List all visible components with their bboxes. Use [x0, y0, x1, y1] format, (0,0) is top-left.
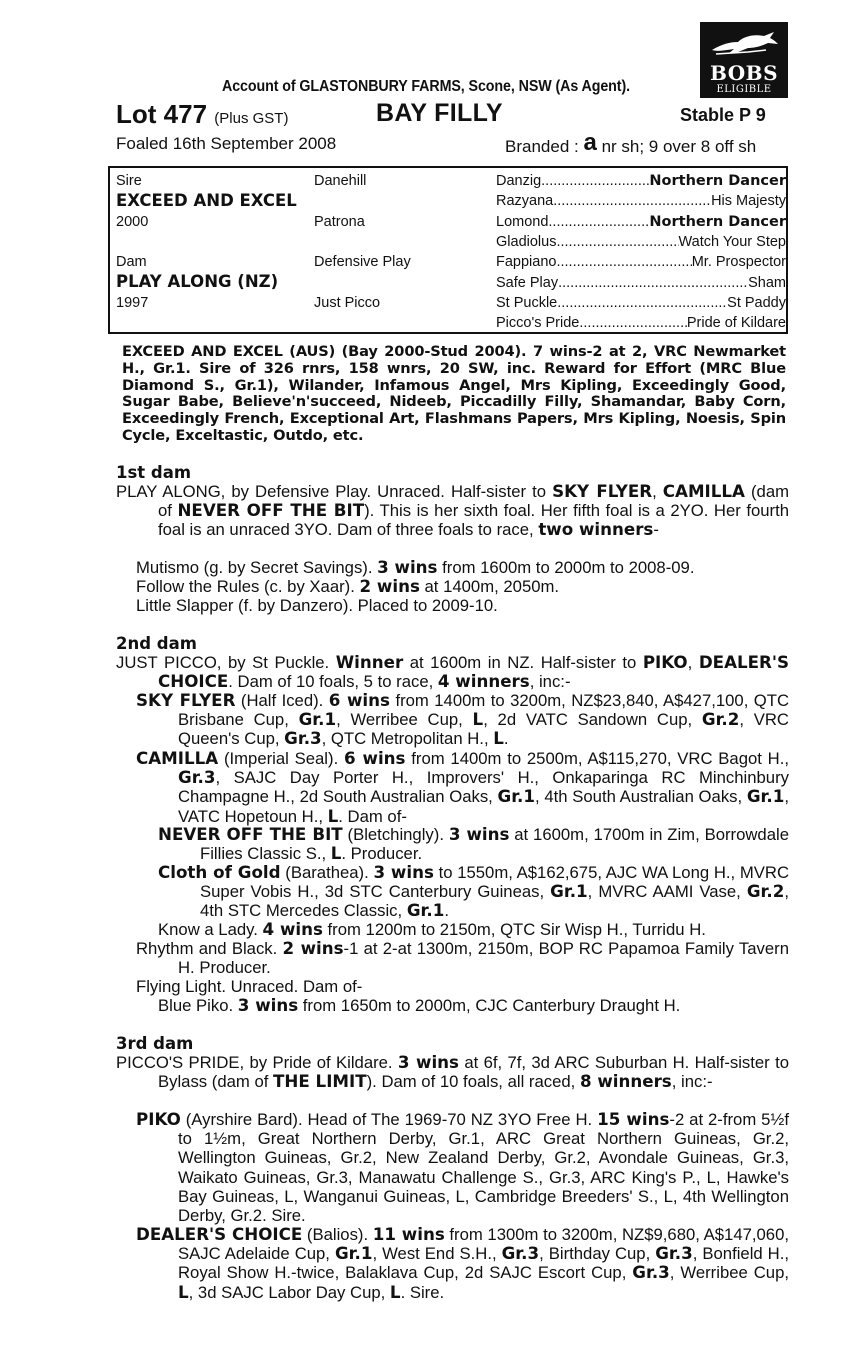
foaled-date: Foaled 16th September 2008	[116, 134, 337, 153]
ggen-row	[496, 314, 786, 332]
gst-note: (Plus GST)	[214, 110, 289, 127]
text-run: from 1200m to 2150m, QTC Sir Wisp H., Turridu H.	[322, 920, 706, 939]
text-run: .	[503, 729, 509, 749]
brand-info	[505, 131, 756, 159]
bold-text: CAMILLA	[662, 481, 745, 501]
brand-mark: a	[583, 129, 597, 156]
bold-text: L	[330, 843, 342, 864]
bobs-eligible-logo	[700, 22, 788, 98]
text-run: .	[444, 901, 449, 921]
text-run: from 1650m to 2000m, CJC Canterbury Draught H.	[298, 996, 681, 1015]
bold-text: 3 wins	[448, 824, 510, 844]
bold-text: Cloth of Gold	[158, 862, 281, 882]
bold-text: 3 wins	[373, 862, 434, 882]
text-run: (Balios).	[302, 1225, 373, 1244]
dam-label: Dam	[116, 254, 147, 270]
text-run: (Ayrshire Bard). Head of The 1969-70 NZ 3YO Free H.	[180, 1110, 598, 1129]
dam-dam: Just Picco	[314, 295, 381, 311]
text-run: ). Dam of 10 foals, all raced,	[366, 1072, 580, 1092]
bold-text: 3 wins	[237, 995, 299, 1015]
text-run: , VATC Hopetoun H.,	[178, 787, 789, 826]
text-run: (Half Iced).	[235, 691, 329, 710]
text-run: , 2d VATC Sandown Cup,	[483, 710, 702, 730]
text-run: , Bonfield H., Royal Show H.-twice, Balaklava Cup, 2d SAJC Escort Cup,	[178, 1244, 790, 1283]
bold-text: Gr.3	[501, 1243, 540, 1264]
ggen-name: Danzig	[496, 173, 542, 189]
offspring-row	[136, 558, 694, 577]
bold-text: NEVER OFF THE BIT	[158, 824, 343, 844]
dam-sire: Defensive Play	[314, 254, 411, 270]
text-run: , 4th South Australian Oaks,	[535, 787, 747, 807]
sire-year: 2000	[116, 214, 149, 230]
ggen-name: St Puckle	[496, 295, 558, 311]
bold-text: DEALER'S CHOICE	[158, 652, 789, 692]
bold-text: 6 wins	[328, 690, 390, 710]
sire-name: EXCEED AND EXCEL	[116, 191, 297, 210]
ggen-row	[496, 192, 786, 210]
ggen-row	[496, 294, 786, 312]
text-run: , VRC Queen's Cup,	[178, 710, 789, 749]
ggen-name: Safe Play	[496, 275, 559, 291]
text-run: , SAJC Day Porter H., Improvers' H., Onkaparinga RC Minchinbury Champagne H., 2d South Australian Oaks,	[178, 768, 789, 807]
text-run: ,	[652, 482, 663, 501]
leader-dots	[548, 213, 649, 231]
text-run: -1 at 2-at 1300m, 2150m, BOP RC Papamoa Family Tavern H. Producer.	[178, 939, 789, 978]
text-run: JUST PICCO, by St Puckle.	[116, 653, 336, 672]
pedigree-table	[108, 166, 788, 334]
vendor-account: Account of GLASTONBURY FARMS, Scone, NSW (As Agent).	[222, 78, 630, 95]
bold-text: Gr.3	[178, 767, 216, 788]
text-run: at 1600m in NZ. Half-sister to	[403, 653, 643, 672]
bold-text: Gr.2	[701, 709, 740, 730]
bold-text: 4 winners	[437, 671, 530, 692]
text-run: at 1600m, 1700m in Zim, Borrowdale Fillies Classic S.,	[200, 825, 789, 864]
ggen-sire: Northern Dancer	[649, 214, 786, 230]
bold-text: 6 wins	[343, 748, 406, 768]
text-run: , inc:-	[671, 1072, 713, 1092]
text-run: from 1600m to 2000m to 2008-09.	[437, 558, 695, 577]
bold-text: Gr.1	[298, 709, 337, 730]
text-run: Rhythm and Black.	[136, 939, 283, 958]
text-run: . Dam of-	[338, 806, 407, 826]
bold-text: L	[493, 728, 504, 749]
bold-text: NEVER OFF THE BIT	[177, 500, 365, 521]
lot-number	[116, 99, 288, 130]
text-run: PICCO'S PRIDE, by Pride of Kildare.	[116, 1053, 398, 1072]
text-run: (dam of	[158, 482, 790, 521]
bold-text: L	[178, 1281, 189, 1302]
bold-text: 11 wins	[372, 1224, 445, 1244]
ggen-row	[496, 213, 786, 231]
first-dam-paragraph	[116, 482, 789, 540]
text-run: , QTC Metropolitan H.,	[321, 729, 494, 749]
text-run: , Werribee Cup,	[669, 1263, 789, 1283]
offspring-cloth-of-gold	[158, 863, 789, 921]
logo-line-2: ELIGIBLE	[716, 84, 772, 95]
text-run: , MVRC AAMI Vase,	[587, 882, 747, 902]
offspring-row	[136, 596, 498, 615]
offspring-know-a-lady	[158, 920, 706, 939]
leader-dots	[556, 233, 678, 251]
offspring-piko	[136, 1110, 789, 1225]
bold-text: 2 wins	[359, 576, 420, 596]
bold-text: L	[472, 709, 484, 730]
first-dam-heading: 1st dam	[116, 463, 192, 482]
leader-dots	[557, 294, 727, 312]
text-run: , Werribee Cup,	[336, 710, 473, 730]
offspring-camilla	[136, 749, 789, 826]
offspring-rhythm-and-black	[136, 939, 789, 977]
bold-text: 2 wins	[282, 938, 344, 958]
text-run: from 1400m to 2500m, A$115,270, VRC Bagot H.,	[405, 749, 789, 768]
text-run: . Sire.	[400, 1282, 445, 1302]
text-run: ,	[687, 653, 699, 672]
bold-text: 8 winners	[579, 1071, 672, 1092]
text-run: -	[653, 520, 659, 540]
ggen-name: Razyana	[496, 193, 554, 209]
branded-label: Branded :	[505, 137, 579, 156]
ggen-sire: Pride of Kildare	[686, 315, 786, 331]
bold-text: L	[389, 1281, 401, 1302]
bold-text: two winners	[538, 519, 654, 540]
bold-text: Gr.3	[655, 1243, 693, 1264]
bold-text: THE LIMIT	[273, 1071, 367, 1092]
horse-description: BAY FILLY	[376, 99, 503, 127]
text-run: to 1550m, A$162,675, AJC WA Long H., MVRC Super Vobis H., 3d STC Canterbury Guineas,	[200, 863, 789, 902]
ggen-row	[496, 274, 786, 292]
bold-text: Gr.3	[632, 1262, 670, 1283]
offspring-flying-light: Flying Light. Unraced. Dam of-	[136, 977, 363, 996]
bold-text: PIKO	[136, 1109, 181, 1129]
bold-text: Gr.1	[497, 786, 536, 807]
offspring-blue-piko	[158, 996, 680, 1015]
sire-sire: Danehill	[314, 173, 367, 189]
bold-text: PIKO	[642, 652, 688, 672]
text-run: from 1300m to 3200m, NZ$9,680, A$147,060, SAJC Adelaide Cup,	[178, 1225, 789, 1264]
bold-text: Gr.1	[550, 881, 588, 902]
leader-dots	[579, 314, 687, 332]
text-run: (Bletchingly).	[342, 825, 449, 844]
offspring-sky-flyer	[136, 691, 789, 749]
leader-dots	[558, 274, 748, 292]
stable-number: Stable P 9	[680, 105, 766, 125]
ggen-name: Picco's Pride	[496, 315, 580, 331]
leader-dots	[556, 253, 691, 271]
text-run: , inc:-	[529, 672, 571, 692]
text-run: Mutismo (g. by Secret Savings).	[136, 558, 378, 577]
third-dam-paragraph	[116, 1053, 789, 1091]
lot-label: Lot 477	[116, 99, 208, 129]
offspring-row	[136, 577, 559, 596]
bold-text: Gr.1	[406, 900, 445, 921]
bold-text: Gr.1	[334, 1243, 373, 1264]
text-run: , 4th STC Mercedes Classic,	[200, 882, 789, 921]
text-run: -2 at 2-from 5½f to 1½m, Great Northern Derby, Gr.1, ARC Great Northern Guineas, Gr.2, Wellington Guineas, Gr.2, New Zealand Derby, Gr.2, Avondale Guineas, Gr.3, Waikato Guineas, Gr.3, Manawatu Challenge S., Gr.3, ARC King's P., L, Hawke's Bay Guineas, L, Wanganui Guineas, L, Cambridge Breeders' S., L, 4th Wellington Derby, Gr.2. Sire.	[178, 1110, 789, 1226]
ggen-row	[496, 253, 786, 271]
ggen-row	[496, 172, 786, 190]
sire-summary: EXCEED AND EXCEL (AUS) (Bay 2000-Stud 2004). 7 wins-2 at 2, VRC Newmarket H., Gr.1. Sire of 326 rnrs, 158 wnrs, 20 SW, inc. Reward for Effort (MRC Blue Diamond S., Gr.1), Wilander, Infamous Angel, Mrs Kipling, Exceedingly Good, Sugar Babe, Believe'n'succeed, Nideeb, Piccadilly Filly, Shamandar, Baby Corn, Exceedingly French, Exceptional Art, Flashmans Papers, Mrs Kipling, Noesis, Spin Cycle, Exceltastic, Outdo, etc.	[122, 343, 786, 444]
bold-text: L	[327, 805, 339, 826]
text-run: (Barathea).	[280, 863, 374, 882]
text-run: from 1400m to 3200m, NZ$23,840, A$427,100, QTC Brisbane Cup,	[178, 691, 790, 730]
ggen-sire: Sham	[748, 275, 786, 291]
third-dam-heading: 3rd dam	[116, 1034, 194, 1053]
dam-year: 1997	[116, 295, 149, 311]
text-run: . Dam of 10 foals, 5 to race,	[228, 672, 438, 692]
ggen-name: Fappiano	[496, 254, 557, 270]
sire-label: Sire	[116, 173, 142, 189]
offspring-never-off-the-bit	[158, 825, 789, 863]
sire-dam: Patrona	[314, 214, 365, 230]
ggen-name: Lomond	[496, 214, 549, 230]
text-run: . Producer.	[341, 844, 423, 864]
ggen-sire: Watch Your Step	[678, 234, 786, 250]
text-run: at 6f, 7f, 3d ARC Suburban H. Half-sister to Bylass (dam of	[158, 1053, 789, 1092]
bold-text: Winner	[335, 652, 404, 672]
bold-text: 4 wins	[262, 919, 323, 939]
text-run: , West End S.H.,	[372, 1244, 502, 1264]
ggen-sire: St Paddy	[727, 295, 786, 311]
text-run: , Birthday Cup,	[539, 1244, 656, 1264]
offspring-dealers-choice	[136, 1225, 789, 1302]
bold-text: Gr.3	[284, 728, 322, 749]
racehorse-icon	[708, 28, 780, 58]
ggen-name: Gladiolus	[496, 234, 557, 250]
ggen-row	[496, 233, 786, 251]
text-run: Follow the Rules (c. by Xaar).	[136, 577, 360, 596]
bold-text: 3 wins	[377, 557, 438, 577]
text-run: PLAY ALONG, by Defensive Play. Unraced. Half-sister to	[116, 482, 553, 501]
bold-text: DEALER'S CHOICE	[136, 1224, 303, 1244]
text-run: Blue Piko.	[158, 996, 238, 1015]
text-run: , 3d SAJC Labor Day Cup,	[188, 1282, 390, 1302]
bold-text: Gr.1	[746, 786, 785, 807]
branded-rest: nr sh; 9 over 8 off sh	[601, 137, 757, 156]
text-run: Know a Lady.	[158, 920, 263, 939]
logo-line-1: BOBS	[709, 61, 779, 85]
leader-dots	[541, 172, 649, 190]
bold-text: 15 wins	[597, 1109, 670, 1129]
ggen-sire: His Majesty	[711, 193, 786, 209]
bold-text: Gr.2	[746, 881, 785, 902]
bold-text: SKY FLYER	[136, 690, 236, 710]
bold-text: CAMILLA	[136, 748, 219, 768]
leader-dots	[553, 192, 711, 210]
text-run: Little Slapper (f. by Danzero). Placed to 2009-10.	[136, 596, 498, 615]
second-dam-heading: 2nd dam	[116, 634, 197, 653]
dam-name: PLAY ALONG (NZ)	[116, 272, 279, 291]
text-run: at 1400m, 2050m.	[419, 577, 560, 596]
ggen-sire: Mr. Prospector	[691, 254, 786, 270]
text-run: (Imperial Seal).	[218, 749, 344, 768]
bold-text: SKY FLYER	[552, 481, 653, 501]
second-dam-paragraph	[116, 653, 789, 691]
ggen-sire: Northern Dancer	[649, 173, 786, 189]
text-run: ). This is her sixth foal. Her fifth foal is a 2YO. Her fourth foal is an unraced 3YO. Dam of three foals to race,	[158, 501, 789, 540]
bold-text: 3 wins	[397, 1052, 459, 1072]
